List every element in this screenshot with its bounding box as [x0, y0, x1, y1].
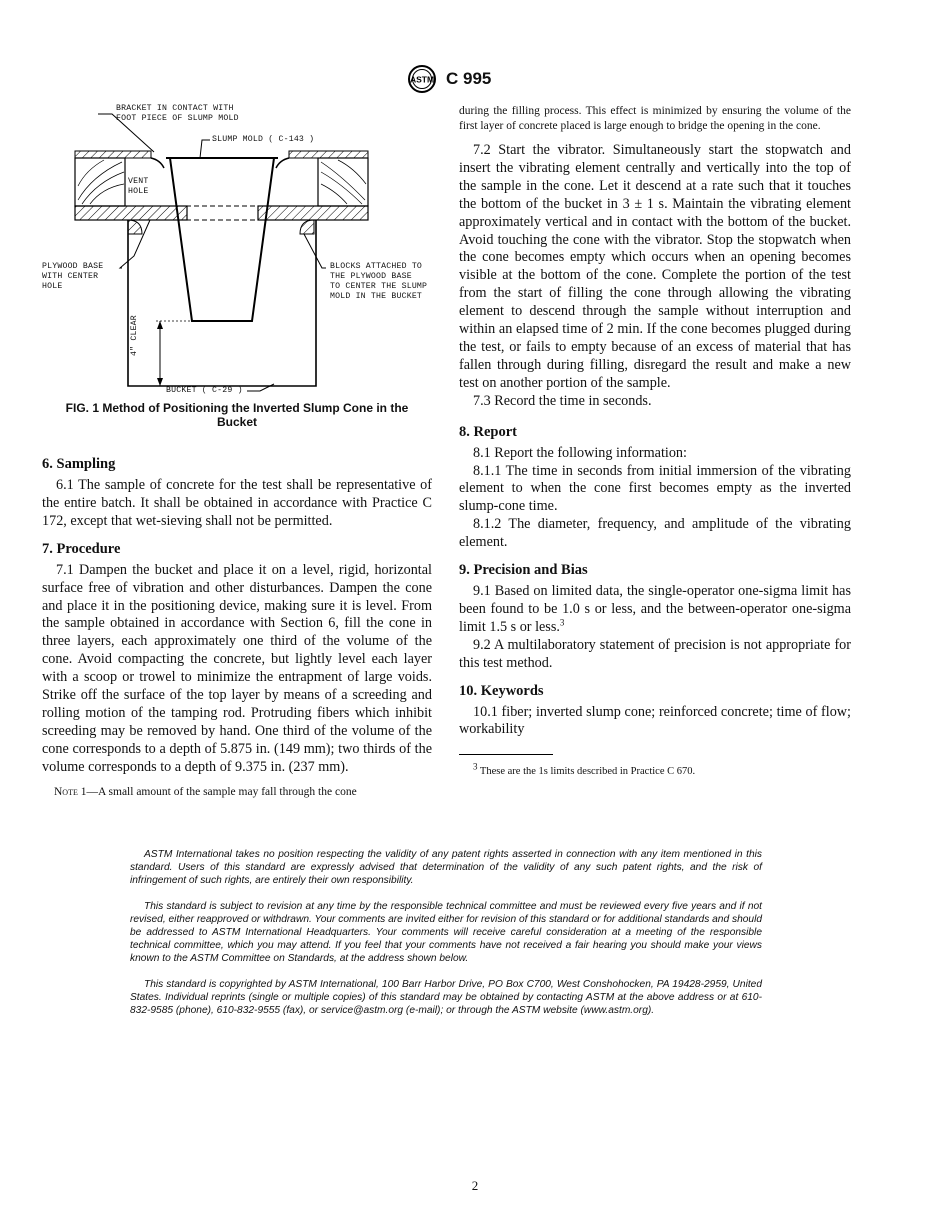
legal-patent-notice: ASTM International takes no position respecting the validity of any patent rights asserted in connection with any item mentioned in this standard. Users of this standard are expressly advised that determination of the validity of any such patent rights, and the risk of infringement of such rights, are entirely their own responsibility.: [130, 849, 762, 886]
page-header: [0, 64, 950, 94]
footnote-mark: 3: [473, 761, 478, 772]
left-column: [42, 96, 432, 800]
paragraph-6-1: 6.1 The sample of concrete for the test shall be representative of the entire batch. It shall be obtained in accordance with Practice C 172, except that wet-sieving shall not be permitted.: [42, 477, 432, 529]
paragraph-7-2: 7.2 Start the vibrator. Simultaneously start the stopwatch and insert the vibrating element centrally and vertically into the top of the sample in the cone. Let it descend at a rate such that it touches the bottom of the bucket in 3 ± 1 s. Maintain the vibrating element approximately vertical and in contact with the bottom of the bucket. Avoid touching the cone with the vibrator. Stop the stopwatch when the cone becomes empty which occurs when an opening becomes visible at the bottom of the cone. Complete the portion of the test from the start of filling the cone through allowing the vibrating element to descend through the sample without interruption and within an elapsed time of 2 min. If the cone becomes plugged during the test, or fails to empty because of an excess of material that has fallen through during filling, disregard the result and make a new test on another portion of the sample.: [459, 142, 851, 391]
label-bracket: BRACKET IN CONTACT WITH FOOT PIECE OF SLUMP MOLD: [116, 104, 239, 123]
paragraph-8-1-1: 8.1.1 The time in seconds from initial immersion of the vibrating element to when the cone first becomes empty as the inverted slump-cone time.: [459, 462, 851, 515]
paragraph-9-2: 9.2 A multilaboratory statement of precision is not appropriate for this test method.: [459, 636, 851, 671]
note-1-continued: during the filling process. This effect is minimized by ensuring the volume of the first layer of concrete placed is large enough to bridge the opening in the cone.: [459, 105, 851, 132]
paragraph-8-1-2: 8.1.2 The diameter, frequency, and amplitude of the vibrating element.: [459, 516, 851, 551]
section-9-heading: 9. Precision and Bias: [459, 562, 588, 579]
page-number: 2: [471, 1178, 479, 1193]
label-clearance: 4" CLEAR: [130, 315, 139, 356]
paragraph-7-1: 7.1 Dampen the bucket and place it on a level, rigid, horizontal surface free of vibration and other disturbances. Dampen the cone and place it in the positioning device, making sure it is level. From the sample obtained in accordance with Section 6, fill the cone in three layers, each approximately one third of the volume of the cone. Avoid compacting the concrete, but lightly level each layer with a scoop or trowel to minimize the entrapment of large voids. Strike off the surface of the top layer by means of a screeding and rolling motion of the tamping rod. Protruding fibers which inhibit screeding may be removed by hand. One third of the volume of the cone corresponds to a depth of 5.875 in. (149 mm); two thirds of the volume corresponds to a depth of 9.375 in. (237 mm).: [42, 561, 432, 775]
section-10-heading: 10. Keywords: [459, 682, 544, 699]
logo-text: ASTM: [409, 74, 435, 85]
note-1: [42, 785, 432, 800]
section-8-heading: 8. Report: [459, 423, 517, 440]
footnote-ref-3: 3: [559, 617, 565, 628]
note-label: Note: [54, 785, 78, 798]
footnote-3: [459, 761, 851, 778]
label-plywood-base: PLYWOOD BASE WITH CENTER HOLE: [42, 262, 104, 291]
section-7-heading: 7. Procedure: [42, 540, 121, 557]
label-vent-hole: VENT HOLE: [128, 177, 149, 196]
legal-copyright-notice: This standard is copyrighted by ASTM International, 100 Barr Harbor Drive, PO Box C700, West Conshohocken, PA 19428-2959, United States. Individual reprints (single or multiple copies) of this standard may be obtained by contacting ASTM at the above address or at 610-832-9585 (phone), 610-832-9555 (fax), or service@astm.org (e-mail); or through the ASTM website (www.astm.org).: [130, 979, 762, 1016]
paragraph-9-1-text: 9.1 Based on limited data, the single-operator one-sigma limit has been found to be 1.0 s or less, and the between-operator one-sigma limit 1.5 s or less.: [459, 583, 851, 635]
figure-1: [42, 96, 432, 401]
section-6-heading: 6. Sampling: [42, 456, 116, 472]
figure-caption: FIG. 1 Method of Positioning the Inverted Slump Cone in the Bucket: [65, 401, 409, 429]
label-slump-mold: SLUMP MOLD ( C-143 ): [212, 135, 315, 144]
legal-revision-notice: This standard is subject to revision at any time by the responsible technical committee and must be reviewed every five years and if not revised, either reapproved or withdrawn. Your comments are invited either for revision of this standard or for additional standards and should be addressed to ASTM International Headquarters. Your comments will receive careful consideration at a meeting of the responsible technical committee, which you may attend. If you feel that your comments have not received a fair hearing you should make your views known to the ASTM Committee on Standards, at the address shown below.: [130, 901, 762, 964]
note-text: 1—A small amount of the sample may fall through the cone: [77, 785, 357, 798]
paragraph-8-1: 8.1 Report the following information:: [473, 444, 687, 461]
standard-designation: C 995: [446, 69, 492, 88]
legal-notices: [130, 848, 762, 1030]
astm-logo: [404, 64, 440, 94]
paragraph-7-3: 7.3 Record the time in seconds.: [473, 392, 652, 409]
paragraph-10-1: 10.1 fiber; inverted slump cone; reinforced concrete; time of flow; workability: [459, 703, 851, 738]
footnote-text: These are the 1s limits described in Practice C 670.: [477, 766, 696, 778]
paragraph-9-1: [459, 583, 851, 637]
right-column: [459, 104, 851, 778]
label-blocks: BLOCKS ATTACHED TO THE PLYWOOD BASE TO CENTER THE SLUMP MOLD IN THE BUCKET: [330, 262, 428, 301]
label-bucket: BUCKET ( C-29 ): [166, 386, 243, 395]
